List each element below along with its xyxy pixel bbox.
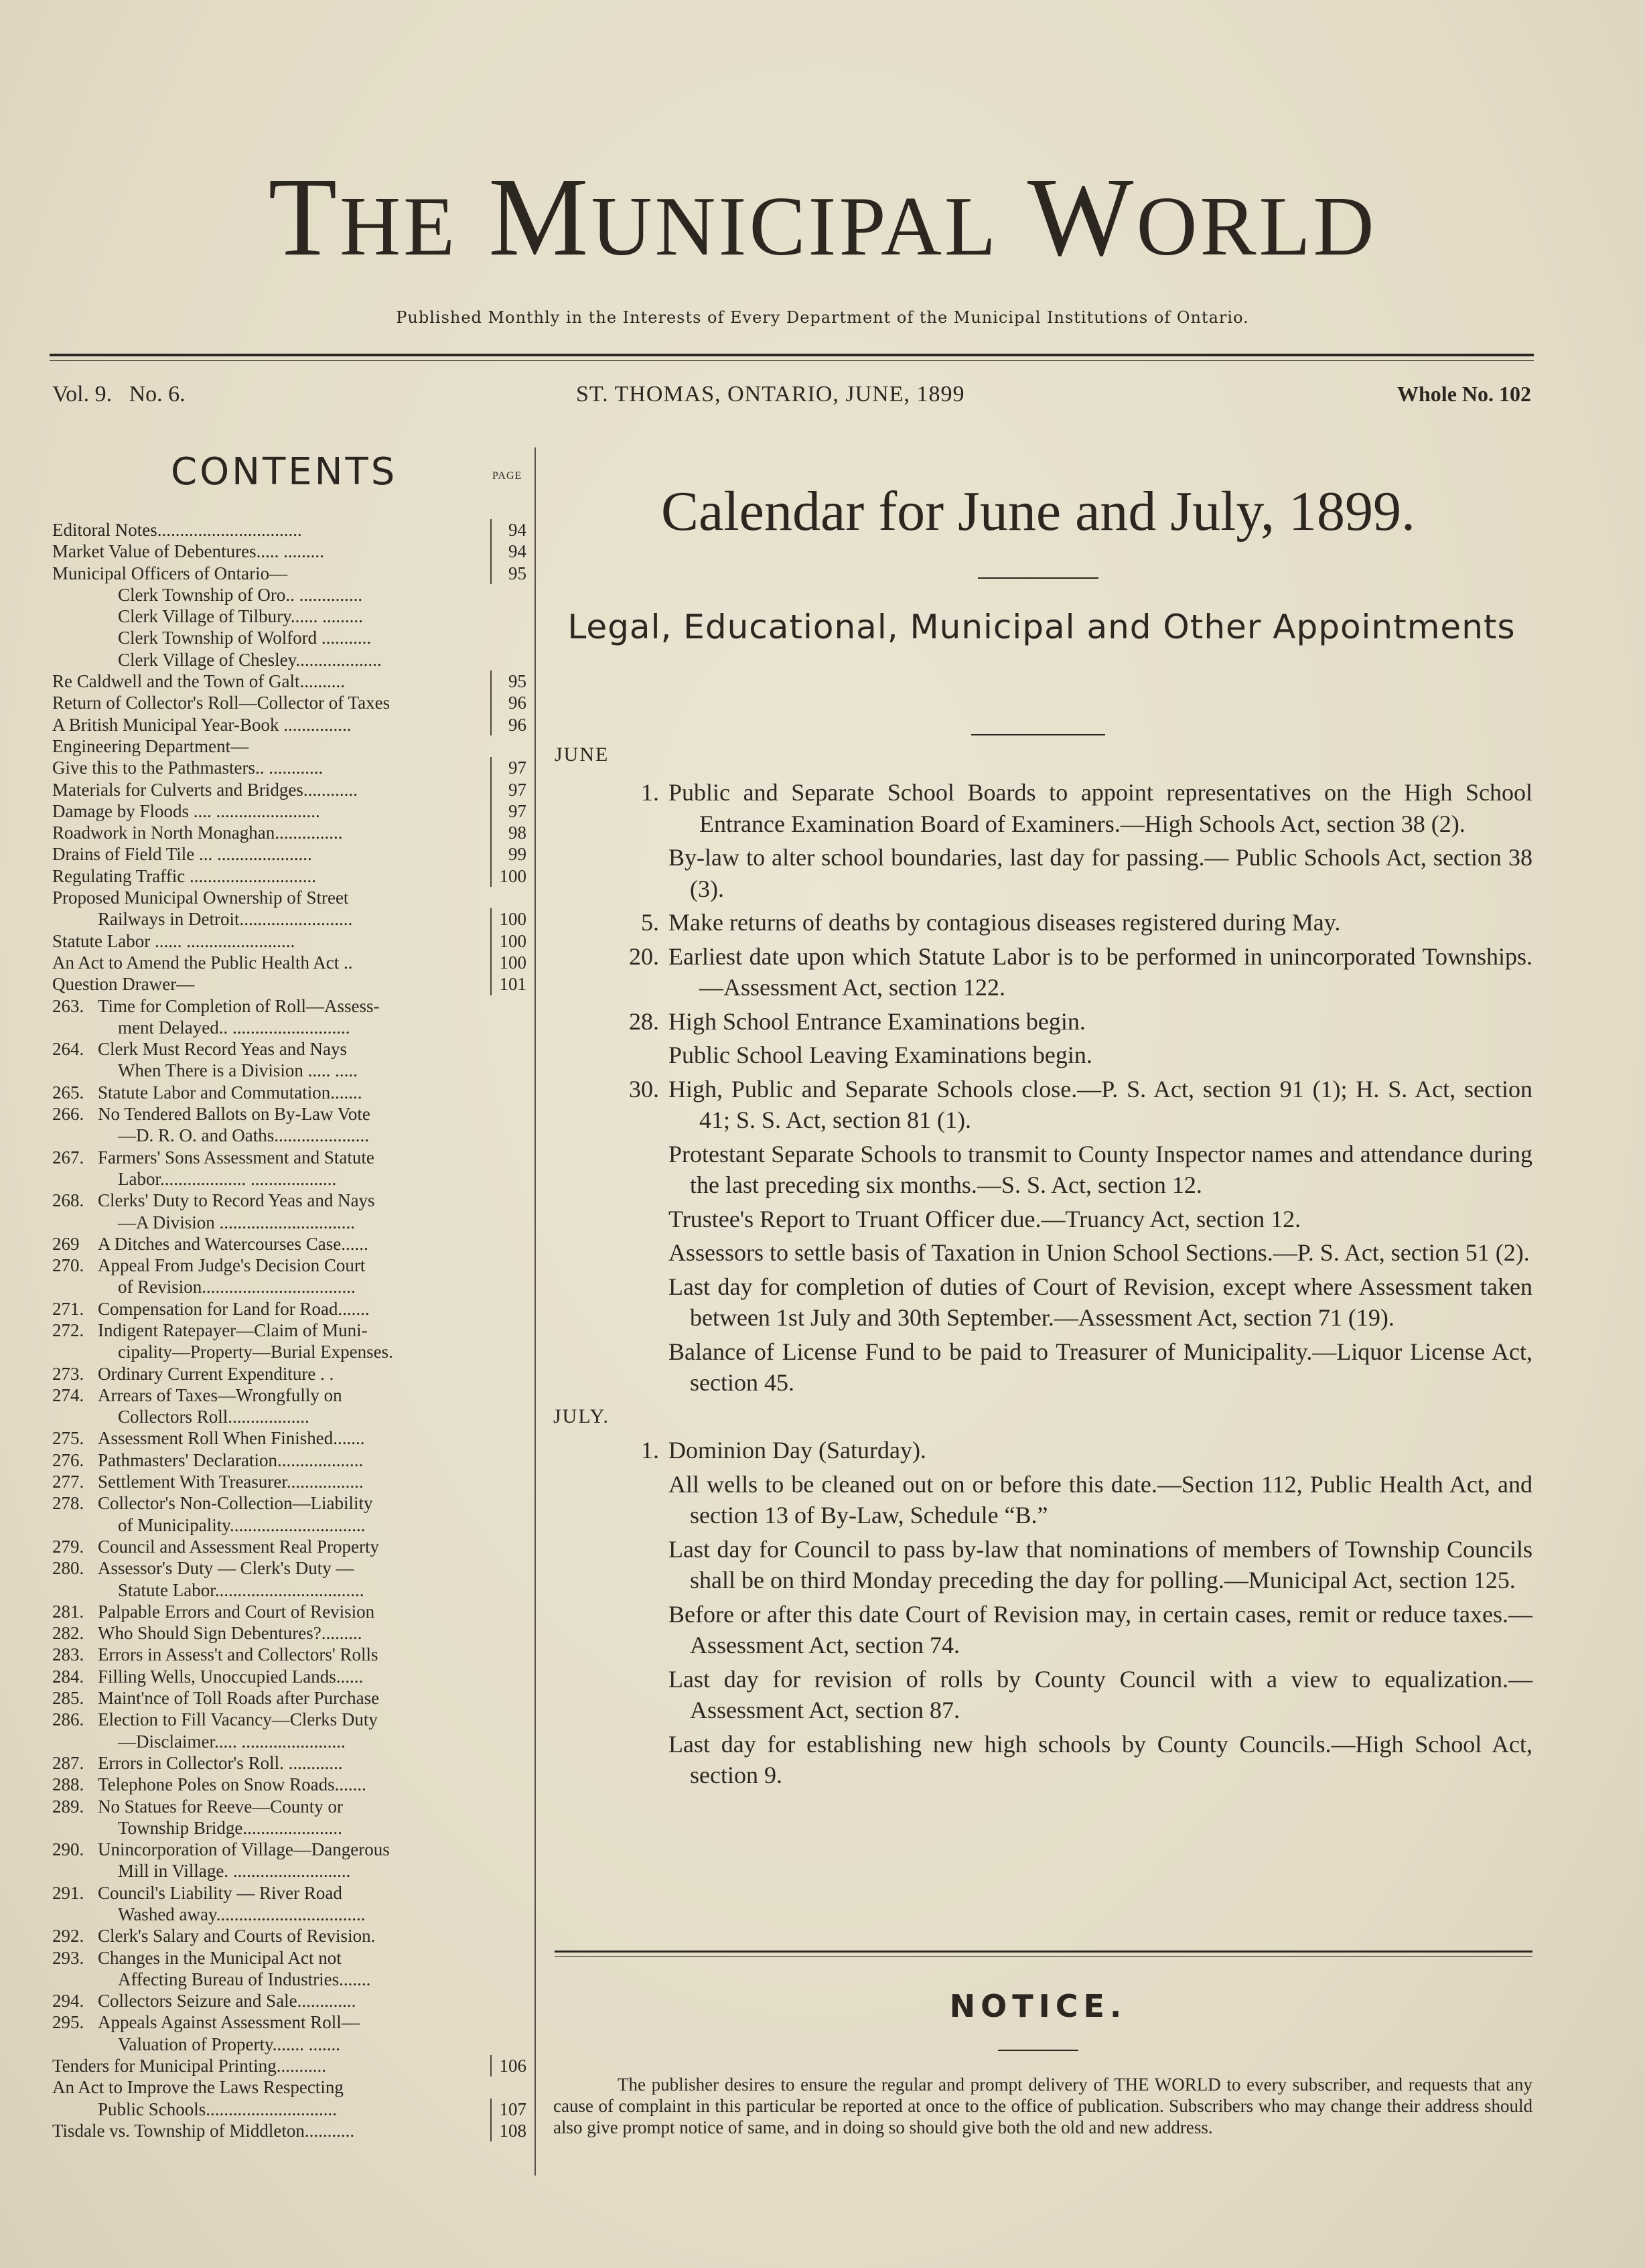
contents-list xyxy=(52,519,528,2141)
calendar-entries xyxy=(555,777,1532,1794)
contents-item xyxy=(52,1990,528,2011)
contents-item-number: 276. xyxy=(52,1449,84,1470)
contents-item xyxy=(52,606,528,627)
entry-day: 1. xyxy=(641,779,659,806)
contents-item xyxy=(52,1320,528,1341)
contents-item xyxy=(52,1255,528,1276)
contents-item-page: 108 xyxy=(490,2120,528,2141)
contents-item-page: 94 xyxy=(490,519,528,541)
contents-item xyxy=(52,1082,528,1103)
contents-item-title: Drains of Field Tile ... ..................... xyxy=(52,844,312,865)
contents-item-number: 268. xyxy=(52,1190,84,1211)
contents-item-title: Unincorporation of Village—Dangerous xyxy=(98,1839,390,1860)
contents-item xyxy=(52,735,528,757)
contents-item xyxy=(52,973,528,995)
entry-subitem: Last day for Council to pass by-law that nominations of members of Township Councils shall be on third Monday preceding the day for polling.—Municipal Act, section 125. xyxy=(668,1535,1532,1593)
contents-item-title: Editoral Notes................................ xyxy=(52,520,302,540)
contents-item xyxy=(52,1644,528,1665)
contents-item-title: Changes in the Municipal Act not xyxy=(98,1947,342,1968)
contents-item xyxy=(52,1038,528,1060)
contents-item-title: Maint'nce of Toll Roads after Purchase xyxy=(98,1688,380,1709)
contents-item xyxy=(52,692,528,713)
contents-item-page: 96 xyxy=(490,692,528,713)
contents-item-title: Appeal From Judge's Decision Court xyxy=(98,1255,366,1276)
contents-item-number: 277. xyxy=(52,1472,84,1492)
june-entry xyxy=(555,941,1532,1003)
contents-item xyxy=(52,1579,528,1601)
contents-item xyxy=(52,1666,528,1687)
contents-item-page: 97 xyxy=(490,779,528,800)
contents-item-title: Who Should Sign Debentures?......... xyxy=(98,1623,362,1644)
contents-item-title: Ordinary Current Expenditure . . xyxy=(98,1363,334,1384)
contents-item-title: Statute Labor and Commutation....... xyxy=(98,1082,362,1103)
contents-item-title: cipality—Property—Burial Expenses. xyxy=(118,1342,393,1362)
contents-item-title: of Revision.................................. xyxy=(118,1277,356,1297)
contents-item xyxy=(52,1471,528,1492)
contents-item xyxy=(52,843,528,865)
contents-item-title: Clerk Township of Oro.. .............. xyxy=(118,584,363,605)
contents-item-title: Public Schools............................. xyxy=(98,2099,338,2119)
contents-item xyxy=(52,519,528,541)
contents-item-page: 100 xyxy=(490,930,528,952)
contents-item-title: Appeals Against Assessment Roll— xyxy=(98,2012,360,2033)
column-divider xyxy=(534,447,536,2176)
contents-item-title: Materials for Culverts and Bridges............ xyxy=(52,779,358,800)
contents-item xyxy=(52,1882,528,1904)
contents-item-number: 292. xyxy=(52,1926,84,1946)
contents-item-title: Roadwork in North Monaghan............... xyxy=(52,823,343,843)
contents-item-title: Township Bridge...................... xyxy=(118,1817,342,1838)
contents-item xyxy=(52,1449,528,1471)
contents-item-title: Statute Labor................................. xyxy=(118,1579,364,1600)
contents-item-page: 107 xyxy=(490,2099,528,2120)
entry-subitem: Last day for revision of rolls by County Council with a view to equalization.—Assessment Act, section 87. xyxy=(668,1665,1532,1723)
entry-text: Earliest date upon which Statute Labor is to be performed in unincorporated Townships.—Assessment Act, section 122. xyxy=(668,942,1532,1001)
contents-item-title: Tenders for Municipal Printing........... xyxy=(52,2056,327,2076)
contents-item xyxy=(52,1925,528,1946)
entry-day: 1. xyxy=(641,1437,659,1464)
contents-item-title: A British Municipal Year-Book ............... xyxy=(52,714,352,735)
contents-item-title: Farmers' Sons Assessment and Statute xyxy=(98,1147,374,1167)
entry-day: 20. xyxy=(629,942,659,970)
entry-day: 30. xyxy=(629,1075,659,1103)
contents-item xyxy=(52,757,528,778)
contents-item-title: Clerk Village of Chesley................... xyxy=(118,649,382,670)
contents-item xyxy=(52,1103,528,1125)
contents-item-title: Clerk's Salary and Courts of Revision. xyxy=(98,1926,376,1946)
contents-item-page: 97 xyxy=(490,757,528,778)
contents-item xyxy=(52,541,528,562)
june-label: JUNE xyxy=(555,743,610,766)
contents-item-title: Proposed Municipal Ownership of Street xyxy=(52,888,349,908)
contents-item xyxy=(52,1860,528,1882)
contents-item-number: 275. xyxy=(52,1428,84,1449)
contents-item xyxy=(52,1233,528,1255)
entry-subitem: Last day for completion of duties of Court of Revision, except where Assessment taken between 1st July and 30th September.—Assessment Act, section 71 (19). xyxy=(668,1273,1532,1331)
contents-item xyxy=(52,1406,528,1427)
contents-item-title: Clerk Township of Wolford ........... xyxy=(118,628,372,648)
contents-item-page: 95 xyxy=(490,563,528,584)
contents-item-title: —D. R. O. and Oaths..................... xyxy=(118,1125,369,1146)
contents-item-page: 101 xyxy=(490,973,528,995)
contents-item xyxy=(52,1385,528,1406)
june-entry xyxy=(555,1074,1532,1136)
contents-item xyxy=(52,865,528,887)
contents-item-number: 290. xyxy=(52,1839,84,1860)
contents-item-title: Railways in Detroit......................... xyxy=(98,909,353,930)
contents-item-number: 287. xyxy=(52,1752,84,1773)
contents-item xyxy=(52,1017,528,1038)
contents-item-number: 279. xyxy=(52,1536,84,1557)
contents-item xyxy=(52,1557,528,1579)
contents-item-title: No Statues for Reeve—County or xyxy=(98,1796,343,1817)
contents-item xyxy=(52,887,528,908)
entry-text: High School Entrance Examinations begin. xyxy=(668,1007,1086,1035)
contents-item-number: 282. xyxy=(52,1623,84,1644)
contents-item-number: 285. xyxy=(52,1688,84,1709)
contents-item-title: Market Value of Debentures..... ......... xyxy=(52,541,324,562)
contents-item-title: Labor................... ................... xyxy=(118,1168,337,1189)
contents-item xyxy=(52,1536,528,1557)
contents-item-number: 289. xyxy=(52,1796,84,1817)
contents-item-title: Council and Assessment Real Property xyxy=(98,1536,379,1557)
contents-item xyxy=(52,1514,528,1536)
contents-item xyxy=(52,1817,528,1839)
contents-item xyxy=(52,1839,528,1860)
contents-item-title: When There is a Division ..... ..... xyxy=(118,1060,358,1081)
contents-item xyxy=(52,930,528,952)
contents-item-number: 272. xyxy=(52,1320,84,1340)
calendar-title: Calendar for June and July, 1899. xyxy=(661,480,1415,543)
contents-item xyxy=(52,1796,528,1817)
contents-item-number: 267. xyxy=(52,1147,84,1167)
contents-item-title: Errors in Assess't and Collectors' Rolls xyxy=(98,1644,378,1665)
contents-item xyxy=(52,995,528,1017)
contents-item-title: —Disclaimer..... ....................... xyxy=(118,1731,346,1752)
entry-subitem: Protestant Separate Schools to transmit to County Inspector names and attendance during the last preceding six months.—S. S. Act, section 12. xyxy=(668,1140,1532,1198)
contents-item-number: 265. xyxy=(52,1082,84,1103)
contents-item-number: 291. xyxy=(52,1882,84,1903)
contents-item xyxy=(52,800,528,822)
contents-item-page: 106 xyxy=(490,2055,528,2076)
contents-item-number: 271. xyxy=(52,1298,84,1319)
contents-item xyxy=(52,822,528,843)
contents-item-page: 100 xyxy=(490,952,528,973)
contents-item xyxy=(52,1601,528,1622)
contents-item xyxy=(52,2076,528,2098)
contents-item xyxy=(52,1168,528,1190)
contents-item-title: Time for Completion of Roll—Assess- xyxy=(98,995,380,1016)
contents-item xyxy=(52,714,528,735)
contents-item xyxy=(52,1276,528,1297)
notice-heading: NOTICE. xyxy=(949,1988,1127,2024)
contents-item-number: 283. xyxy=(52,1644,84,1665)
entry-text: Make returns of deaths by contagious diseases registered during May. xyxy=(668,909,1341,936)
contents-item-title: Clerk Village of Tilbury...... ......... xyxy=(118,606,363,627)
entry-text: Dominion Day (Saturday). xyxy=(668,1437,926,1464)
masthead-rule xyxy=(50,354,1534,356)
contents-item xyxy=(52,1492,528,1514)
contents-item-number: 266. xyxy=(52,1104,84,1125)
june-entry xyxy=(555,777,1532,839)
contents-heading: CONTENTS xyxy=(171,450,398,494)
contents-item xyxy=(52,952,528,973)
entry-subitem: Balance of License Fund to be paid to Treasurer of Municipality.—Liquor License Act, section 45. xyxy=(668,1338,1532,1396)
contents-item-title: A Ditches and Watercourses Case...... xyxy=(98,1233,368,1254)
contents-item-title: Tisdale vs. Township of Middleton........... xyxy=(52,2120,355,2141)
contents-item xyxy=(52,1969,528,1990)
entry-subitem: By-law to alter school boundaries, last day for passing.— Public Schools Act, section 38 (3). xyxy=(668,844,1532,902)
entry-text: Public and Separate School Boards to appoint representatives on the High School Entrance Examination Board of Examiners.—High Schools Act, section 38 (2). xyxy=(668,779,1532,837)
contents-item-title: Arrears of Taxes—Wrongfully on xyxy=(98,1385,342,1405)
contents-item-page: 97 xyxy=(490,800,528,822)
entry-subitem: Assessors to settle basis of Taxation in Union School Sections.—P. S. Act, section 51 (2). xyxy=(668,1239,1530,1266)
contents-item-number: 295. xyxy=(52,2012,84,2033)
contents-item-number: 281. xyxy=(52,1601,84,1622)
contents-item-title: Election to Fill Vacancy—Clerks Duty xyxy=(98,1709,378,1730)
contents-item-title: Clerk Must Record Yeas and Nays xyxy=(98,1039,347,1060)
contents-item-page: 98 xyxy=(490,822,528,843)
title-rule xyxy=(978,577,1098,579)
contents-item xyxy=(52,1752,528,1774)
contents-item-number: 294. xyxy=(52,1991,84,2011)
july-entry xyxy=(555,1435,1532,1466)
notice-rule xyxy=(555,1951,1532,1953)
contents-item-title: An Act to Improve the Laws Respecting xyxy=(52,2077,344,2098)
contents-item-title: Damage by Floods .... ....................... xyxy=(52,800,320,821)
contents-item-title: Collectors Roll.................. xyxy=(118,1407,309,1427)
whole-number: Whole No. 102 xyxy=(1397,382,1531,406)
contents-item-title: Pathmasters' Declaration................... xyxy=(98,1449,364,1470)
contents-item-title: Return of Collector's Roll—Collector of Taxes xyxy=(52,693,390,713)
contents-item xyxy=(52,627,528,648)
contents-item-title: Filling Wells, Unoccupied Lands...... xyxy=(98,1666,364,1687)
contents-item-title: No Tendered Ballots on By-Law Vote xyxy=(98,1104,370,1125)
contents-item xyxy=(52,2120,528,2141)
contents-item-number: 284. xyxy=(52,1666,84,1687)
contents-item-page: 99 xyxy=(490,843,528,865)
contents-item-number: 264. xyxy=(52,1039,84,1060)
entry-day: 28. xyxy=(629,1007,659,1035)
contents-item-title: Telephone Poles on Snow Roads....... xyxy=(98,1774,366,1795)
entry-subitem: Before or after this date Court of Revision may, in certain cases, remit or reduce taxes.—Assessment Act, section 74. xyxy=(668,1600,1532,1658)
contents-item xyxy=(52,1212,528,1233)
contents-item xyxy=(52,563,528,584)
contents-item xyxy=(52,779,528,800)
contents-item-title: Palpable Errors and Court of Revision xyxy=(98,1601,375,1622)
contents-item-title: Assessor's Duty — Clerk's Duty — xyxy=(98,1558,354,1579)
contents-item xyxy=(52,1709,528,1730)
volume-number: Vol. 9. No. 6. xyxy=(52,382,186,407)
contents-item-number: 269 xyxy=(52,1233,80,1254)
contents-item-title: Council's Liability — River Road xyxy=(98,1882,342,1903)
contents-item-title: of Municipality.............................. xyxy=(118,1514,366,1535)
contents-item-number: 270. xyxy=(52,1255,84,1276)
contents-item xyxy=(52,1341,528,1362)
contents-item-title: Collectors Seizure and Sale............. xyxy=(98,1991,356,2011)
contents-page-label: PAGE xyxy=(492,470,522,482)
contents-item xyxy=(52,1060,528,1081)
contents-item-page: 100 xyxy=(490,865,528,887)
contents-item-title: Mill in Village. .......................... xyxy=(118,1861,351,1882)
june-entry xyxy=(555,1006,1532,1038)
contents-item-title: —A Division .............................. xyxy=(118,1212,356,1232)
entry-text: High, Public and Separate Schools close.—P. S. Act, section 91 (1); H. S. Act, section 41; S. S. Act, section 81 (1). xyxy=(668,1075,1532,1133)
contents-item-number: 273. xyxy=(52,1363,84,1384)
contents-item-page: 100 xyxy=(490,908,528,930)
contents-item xyxy=(52,1363,528,1385)
contents-item-page: 94 xyxy=(490,541,528,562)
contents-item-number: 274. xyxy=(52,1385,84,1405)
entry-subitem: Trustee's Report to Truant Officer due.—Truancy Act, section 12. xyxy=(668,1205,1301,1232)
contents-item xyxy=(52,649,528,670)
calendar-subtitle: Legal, Educational, Municipal and Other Appointments xyxy=(567,608,1516,646)
contents-item-number: 293. xyxy=(52,1947,84,1968)
contents-item xyxy=(52,1622,528,1644)
contents-item-number: 288. xyxy=(52,1774,84,1795)
contents-item-title: An Act to Amend the Public Health Act .. xyxy=(52,952,353,973)
july-label: JULY. xyxy=(553,1405,610,1427)
contents-item-title: Engineering Department— xyxy=(52,735,249,756)
contents-item xyxy=(52,908,528,930)
contents-item-title: Assessment Roll When Finished....... xyxy=(98,1428,365,1449)
contents-item-number: 280. xyxy=(52,1558,84,1579)
notice-short-rule xyxy=(998,2050,1078,2051)
entry-subitem: All wells to be cleaned out on or before this date.—Section 112, Public Health Act, and section 13 of By-Law, Schedule “B.” xyxy=(668,1470,1532,1529)
contents-item xyxy=(52,2055,528,2076)
contents-item xyxy=(52,2099,528,2120)
contents-item xyxy=(52,1298,528,1320)
contents-item-title: Collector's Non-Collection—Liability xyxy=(98,1493,373,1514)
entry-day: 5. xyxy=(641,909,659,936)
entry-subitem: Last day for establishing new high schools by County Councils.—High School Act, section 9. xyxy=(668,1730,1532,1788)
masthead-tagline: Published Monthly in the Interests of Every Department of the Municipal Institutions of Ontario. xyxy=(396,308,1249,327)
contents-item-title: Valuation of Property....... ....... xyxy=(118,2034,340,2054)
contents-item xyxy=(52,1687,528,1709)
june-entry xyxy=(555,907,1532,938)
contents-item-title: Washed away................................. xyxy=(118,1904,366,1924)
contents-item xyxy=(52,1947,528,1969)
notice-text: The publisher desires to ensure the regular and prompt delivery of THE WORLD to every subscriber, and requests that any cause of complaint in this particular be reported at once to the office of publication. Subscribers who may change their address should also give prompt notice of same, and in doing so should give both the old and new address. xyxy=(553,2074,1532,2137)
contents-item xyxy=(52,1774,528,1795)
contents-item xyxy=(52,1731,528,1752)
contents-item xyxy=(52,1147,528,1168)
contents-item-title: Compensation for Land for Road....... xyxy=(98,1298,370,1319)
contents-item-title: Indigent Ratepayer—Claim of Muni- xyxy=(98,1320,368,1340)
contents-item-title: Give this to the Pathmasters.. ............ xyxy=(52,758,324,778)
contents-item-title: Clerks' Duty to Record Yeas and Nays xyxy=(98,1190,375,1211)
contents-item-page: 96 xyxy=(490,714,528,735)
contents-item-number: 286. xyxy=(52,1709,84,1730)
contents-item xyxy=(52,2011,528,2033)
contents-item-title: Regulating Traffic ............................ xyxy=(52,865,316,886)
contents-item xyxy=(52,1190,528,1211)
contents-item-number: 278. xyxy=(52,1493,84,1514)
masthead-title: THE MUNICIPAL WORLD xyxy=(268,155,1377,279)
contents-item-page: 95 xyxy=(490,670,528,692)
subtitle-rule xyxy=(971,734,1105,735)
contents-item xyxy=(52,2034,528,2055)
notice-rule-thin xyxy=(555,1956,1532,1957)
masthead-rule-thin xyxy=(50,360,1534,361)
contents-item xyxy=(52,1125,528,1146)
contents-item xyxy=(52,584,528,606)
contents-item xyxy=(52,1904,528,1925)
contents-item-title: Municipal Officers of Ontario— xyxy=(52,563,288,583)
contents-item-title: Affecting Bureau of Industries....... xyxy=(118,1969,371,1989)
contents-item-title: Statute Labor ...... ........................ xyxy=(52,930,295,951)
contents-item xyxy=(52,1427,528,1449)
contents-item-title: Errors in Collector's Roll. ............ xyxy=(98,1752,343,1773)
contents-item-number: 263. xyxy=(52,995,84,1016)
contents-item xyxy=(52,670,528,692)
contents-item-title: ment Delayed.. .......................... xyxy=(118,1017,350,1038)
contents-item-title: Question Drawer— xyxy=(52,974,195,995)
entry-subitem: Public School Leaving Examinations begin. xyxy=(668,1042,1092,1068)
contents-item-title: Settlement With Treasurer................. xyxy=(98,1472,364,1492)
contents-item-title: Re Caldwell and the Town of Galt.......... xyxy=(52,671,346,692)
place-date: ST. THOMAS, ONTARIO, JUNE, 1899 xyxy=(576,382,965,407)
